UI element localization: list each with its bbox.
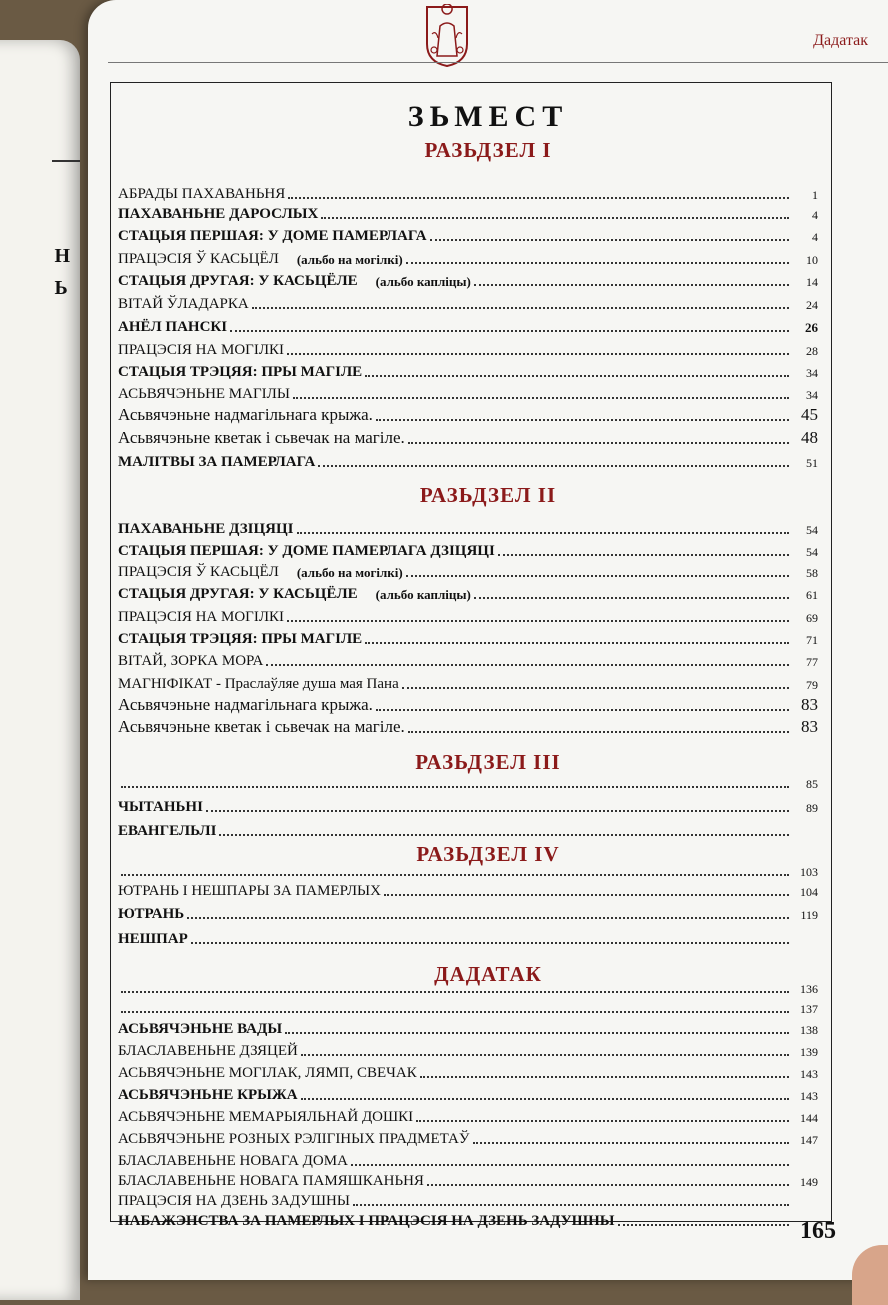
toc-entry[interactable] <box>118 606 818 626</box>
dot-leader <box>498 554 789 556</box>
toc-entry[interactable] <box>118 880 818 900</box>
toc-entry[interactable] <box>118 405 818 425</box>
toc-entry-label: ВІТАЙ, ЗОРКА МОРА <box>118 653 264 669</box>
toc-entry-label: АСЬВЯЧЭНЬНЕ МОГІЛАК, ЛЯМП, СВЕЧАК <box>118 1065 417 1081</box>
dot-leader <box>430 239 789 241</box>
toc-entry[interactable] <box>118 428 818 448</box>
toc-entry-label: АСЬВЯЧЭНЬНЕ КРЫЖА <box>118 1087 298 1103</box>
dot-leader <box>252 307 789 309</box>
dot-leader <box>351 1164 789 1166</box>
dot-leader <box>416 1120 789 1122</box>
toc-entry[interactable] <box>118 772 818 792</box>
toc-entry-label: СТАЦЫЯ ТРЭЦЯЯ: ПРЫ МАГІЛЕ <box>118 631 363 647</box>
dot-leader <box>206 810 789 812</box>
toc-entry-label: ПРАЦЭСІЯ НА МОГІЛКІ <box>118 342 285 358</box>
toc-entry-label: Асьвячэньне надмагільнага крыжа. <box>118 405 373 424</box>
section-title: ДАДАТАК <box>434 962 542 986</box>
toc-entry-label: СТАЦЫЯ ТРЭЦЯЯ: ПРЫ МАГІЛЕ <box>118 364 363 380</box>
toc-entry[interactable] <box>118 1040 818 1060</box>
toc-entry-page: 77 <box>806 655 818 669</box>
dot-leader <box>121 991 789 993</box>
toc-entry-label: ПАХАВАНЬНЕ ДЗІЦЯЦІ <box>118 521 294 537</box>
toc-entry[interactable] <box>118 361 818 381</box>
dot-leader <box>301 1098 789 1100</box>
toc-entry-page: 4 <box>812 208 818 222</box>
dot-leader <box>365 642 789 644</box>
toc-entry-page: 147 <box>800 1133 818 1147</box>
dot-leader <box>219 834 789 836</box>
toc-entry-label: АСЬВЯЧЭНЬНЕ МАГІЛЫ <box>118 386 290 402</box>
dot-leader <box>293 397 789 399</box>
toc-entry-page: 28 <box>806 344 818 358</box>
toc-entry-page: 34 <box>806 366 818 380</box>
toc-entry[interactable] <box>118 383 818 403</box>
dot-leader <box>318 465 789 467</box>
toc-entry-label: ЕВАНГЕЛЬЛІ <box>118 823 217 839</box>
toc-entry-label: Асьвячэньне надмагільнага крыжа. <box>118 695 373 714</box>
dot-leader <box>121 1011 789 1013</box>
header-rule <box>108 62 888 63</box>
toc-entry-page: 58 <box>806 566 818 580</box>
toc-entry-label: Асьвячэньне кветак і сьвечак на магіле. <box>118 717 405 736</box>
toc-entry[interactable] <box>118 650 818 670</box>
toc-entry-label: ПРАЦЭСІЯ НА МОГІЛКІ <box>118 609 285 625</box>
toc-entry-label: НАБАЖЭНСТВА ЗА ПАМЕРЛЫХ І ПРАЦЭСІЯ НА ДЗЕНЬ ЗАДУШНЫ <box>118 1213 615 1229</box>
left-page-glyph-2: Ь <box>54 277 68 299</box>
toc-entry[interactable] <box>118 628 818 648</box>
toc-entry-page: 1 <box>812 188 818 202</box>
toc-entry[interactable] <box>118 820 818 840</box>
toc-entry[interactable] <box>118 248 818 268</box>
toc-entry-label: ЮТРАНЬ <box>118 906 185 922</box>
toc-entry-page: 51 <box>806 456 818 470</box>
left-page-text <box>54 240 70 304</box>
toc-entry[interactable] <box>118 1106 818 1126</box>
dot-leader <box>406 262 789 264</box>
toc-entry-label: АНЁЛ ПАНСКІ <box>118 319 228 335</box>
toc-entry[interactable] <box>118 695 818 715</box>
madonna-emblem-icon <box>424 4 470 68</box>
toc-entry-label: СТАЦЫЯ ДРУГАЯ: У КАСЬЦЁЛЕ <box>118 586 358 602</box>
toc-entry-label: ЮТРАНЬ І НЕШПАРЫ ЗА ПАМЕРЛЫХ <box>118 883 381 899</box>
toc-entry-page: 137 <box>800 1002 818 1016</box>
toc-entry[interactable] <box>118 997 818 1017</box>
toc-entry[interactable] <box>118 1018 818 1038</box>
toc-entry-page: 45 <box>801 405 818 424</box>
toc-entry-page: 85 <box>806 777 818 791</box>
dot-leader <box>287 353 789 355</box>
toc-entry-label: СТАЦЫЯ ДРУГАЯ: У КАСЬЦЁЛЕ <box>118 273 358 289</box>
toc-entry[interactable] <box>118 1062 818 1082</box>
toc-entry-page: 136 <box>800 982 818 996</box>
toc-entry[interactable] <box>118 1084 818 1104</box>
toc-entry-label: БЛАСЛАВЕНЬНЕ НОВАГА ПАМЯШКАНЬНЯ <box>118 1173 424 1189</box>
toc-entry-label: ПРАЦЭСІЯ Ў КАСЬЦЁЛ <box>118 564 279 580</box>
running-header: Дадатак <box>813 32 868 49</box>
toc-entry-label: СТАЦЫЯ ПЕРШАЯ: У ДОМЕ ПАМЕРЛАГА ДЗІЦЯЦІ <box>118 543 495 559</box>
toc-entry[interactable] <box>118 1190 818 1210</box>
toc-entry-label: Асьвячэньне кветак і сьвечак на магіле. <box>118 428 405 447</box>
toc-entry-label: МАГНІФІКАТ - Праслаўляе душа мая Пана <box>118 676 399 692</box>
toc-entry-label: ЧЫТАНЬНІ <box>118 799 203 815</box>
dot-leader <box>266 664 789 666</box>
toc-entry[interactable] <box>118 1210 818 1230</box>
toc-entry-page: 83 <box>801 695 818 714</box>
toc-entry[interactable] <box>118 928 818 948</box>
toc-entry-label: ПАХАВАНЬНЕ ДАРОСЛЫХ <box>118 206 319 222</box>
toc-entry-page: 143 <box>800 1067 818 1081</box>
toc-entry-label: БЛАСЛАВЕНЬНЕ ДЗЯЦЕЙ <box>118 1043 298 1059</box>
toc-entry-label: АБРАДЫ ПАХАВАНЬНЯ <box>118 186 286 202</box>
dot-leader <box>288 197 789 199</box>
toc-entry-note: (альбо капліцы) <box>375 587 471 602</box>
toc-entry-page: 139 <box>800 1045 818 1059</box>
dot-leader <box>376 419 789 421</box>
toc-entry-label: АСЬВЯЧЭНЬНЕ ВАДЫ <box>118 1021 283 1037</box>
toc-entry[interactable] <box>118 1128 818 1148</box>
toc-entry-label: СТАЦЫЯ ПЕРШАЯ: У ДОМЕ ПАМЕРЛАГА <box>118 228 427 244</box>
toc-entry-page: 149 <box>800 1175 818 1189</box>
dot-leader <box>474 284 789 286</box>
dot-leader <box>384 894 789 896</box>
toc-entry-label: АСЬВЯЧЭНЬНЕ РОЗНЫХ РЭЛІГІНЫХ ПРАДМЕТАЎ <box>118 1131 470 1147</box>
left-page-rule <box>52 160 80 162</box>
dot-leader <box>121 786 789 788</box>
toc-entry-page: 69 <box>806 611 818 625</box>
toc-entry[interactable] <box>118 860 818 880</box>
toc-entry-page: 144 <box>800 1111 818 1125</box>
dot-leader <box>406 575 789 577</box>
dot-leader <box>427 1184 789 1186</box>
toc-entry-note: (альбо капліцы) <box>375 274 471 289</box>
dot-leader <box>230 330 789 332</box>
toc-entry[interactable] <box>118 796 818 816</box>
dot-leader <box>353 1204 789 1206</box>
toc-entry-label: НЕШПАР <box>118 931 188 947</box>
dot-leader <box>618 1224 789 1226</box>
toc-entry[interactable] <box>118 977 818 997</box>
toc-entry[interactable] <box>118 451 818 471</box>
toc-entry[interactable] <box>118 561 818 581</box>
section-title: РАЗЬДЗЕЛ IV <box>416 842 560 866</box>
toc-entry-page: 79 <box>806 678 818 692</box>
toc-entry-label: МАЛІТВЫ ЗА ПАМЕРЛАГА <box>118 454 316 470</box>
toc-entry-label: ПРАЦЭСІЯ НА ДЗЕНЬ ЗАДУШНЫ <box>118 1193 350 1209</box>
toc-entry[interactable] <box>118 1150 818 1170</box>
dot-leader <box>408 731 789 733</box>
toc-entry-label: БЛАСЛАВЕНЬНЕ НОВАГА ДОМА <box>118 1153 348 1169</box>
book-page <box>88 0 888 1280</box>
toc-entry[interactable] <box>118 293 818 313</box>
toc-entry[interactable] <box>118 1170 818 1190</box>
toc-entry[interactable] <box>118 270 818 290</box>
left-page-edge <box>0 40 80 1300</box>
dot-leader <box>402 687 789 689</box>
toc-entry-page: 4 <box>812 230 818 244</box>
dot-leader <box>191 942 789 944</box>
dot-leader <box>376 709 789 711</box>
dot-leader <box>187 917 789 919</box>
dot-leader <box>287 620 789 622</box>
left-page-glyph-1: Н <box>54 245 70 267</box>
toc-entry-page: 119 <box>800 908 818 922</box>
toc-entry-page: 104 <box>800 885 818 899</box>
toc-entry[interactable] <box>118 203 818 223</box>
toc-entry-label: ВІТАЙ ЎЛАДАРКА <box>118 296 249 312</box>
toc-entry[interactable] <box>118 583 818 603</box>
section-title: РАЗЬДЗЕЛ І <box>424 138 552 162</box>
toc-entry-note: (альбо на могілкі) <box>296 565 403 580</box>
toc-entry[interactable] <box>118 225 818 245</box>
toc-entry-page: 26 <box>805 320 818 335</box>
toc-entry-page: 61 <box>806 588 818 602</box>
toc-entry[interactable] <box>118 673 818 693</box>
section-title: РАЗЬДЗЕЛ ІІ <box>419 483 557 507</box>
toc-entry-page: 54 <box>806 545 818 559</box>
toc-entry-page: 54 <box>806 523 818 537</box>
toc-entry[interactable] <box>118 518 818 538</box>
toc-entry-label: ПРАЦЭСІЯ Ў КАСЬЦЁЛ <box>118 251 279 267</box>
toc-entry[interactable] <box>118 339 818 359</box>
toc-entry[interactable] <box>118 316 818 336</box>
toc-entry[interactable] <box>118 717 818 737</box>
toc-title: ЗЬМЕСТ <box>407 100 569 133</box>
toc-entry[interactable] <box>118 183 818 203</box>
toc-entry-page: 83 <box>801 717 818 736</box>
toc-entry-label: АСЬВЯЧЭНЬНЕ МЕМАРЫЯЛЬНАЙ ДОШКІ <box>118 1109 414 1125</box>
toc-entry-page: 71 <box>806 633 818 647</box>
toc-entry-page: 10 <box>806 253 818 267</box>
page-number: 165 <box>800 1218 836 1244</box>
toc-entry-page: 89 <box>806 801 818 815</box>
toc-entry-page: 48 <box>801 428 818 447</box>
dot-leader <box>420 1076 789 1078</box>
toc-entry-page: 14 <box>806 275 818 289</box>
dot-leader <box>365 375 789 377</box>
dot-leader <box>301 1054 789 1056</box>
toc-entry-note: (альбо на могілкі) <box>296 252 403 267</box>
section-title: РАЗЬДЗЕЛ ІІІ <box>415 750 561 774</box>
toc-entry[interactable] <box>118 540 818 560</box>
toc-entry-page: 24 <box>806 298 818 312</box>
toc-entry[interactable] <box>118 903 818 923</box>
dot-leader <box>473 1142 790 1144</box>
dot-leader <box>321 217 789 219</box>
dot-leader <box>474 597 789 599</box>
toc-entry-page: 138 <box>800 1023 818 1037</box>
toc-entry-page: 143 <box>800 1089 818 1103</box>
toc-entry-page: 103 <box>800 865 818 879</box>
dot-leader <box>297 532 789 534</box>
toc-entry-page: 34 <box>806 388 818 402</box>
dot-leader <box>408 442 789 444</box>
dot-leader <box>121 874 789 876</box>
dot-leader <box>285 1032 789 1034</box>
